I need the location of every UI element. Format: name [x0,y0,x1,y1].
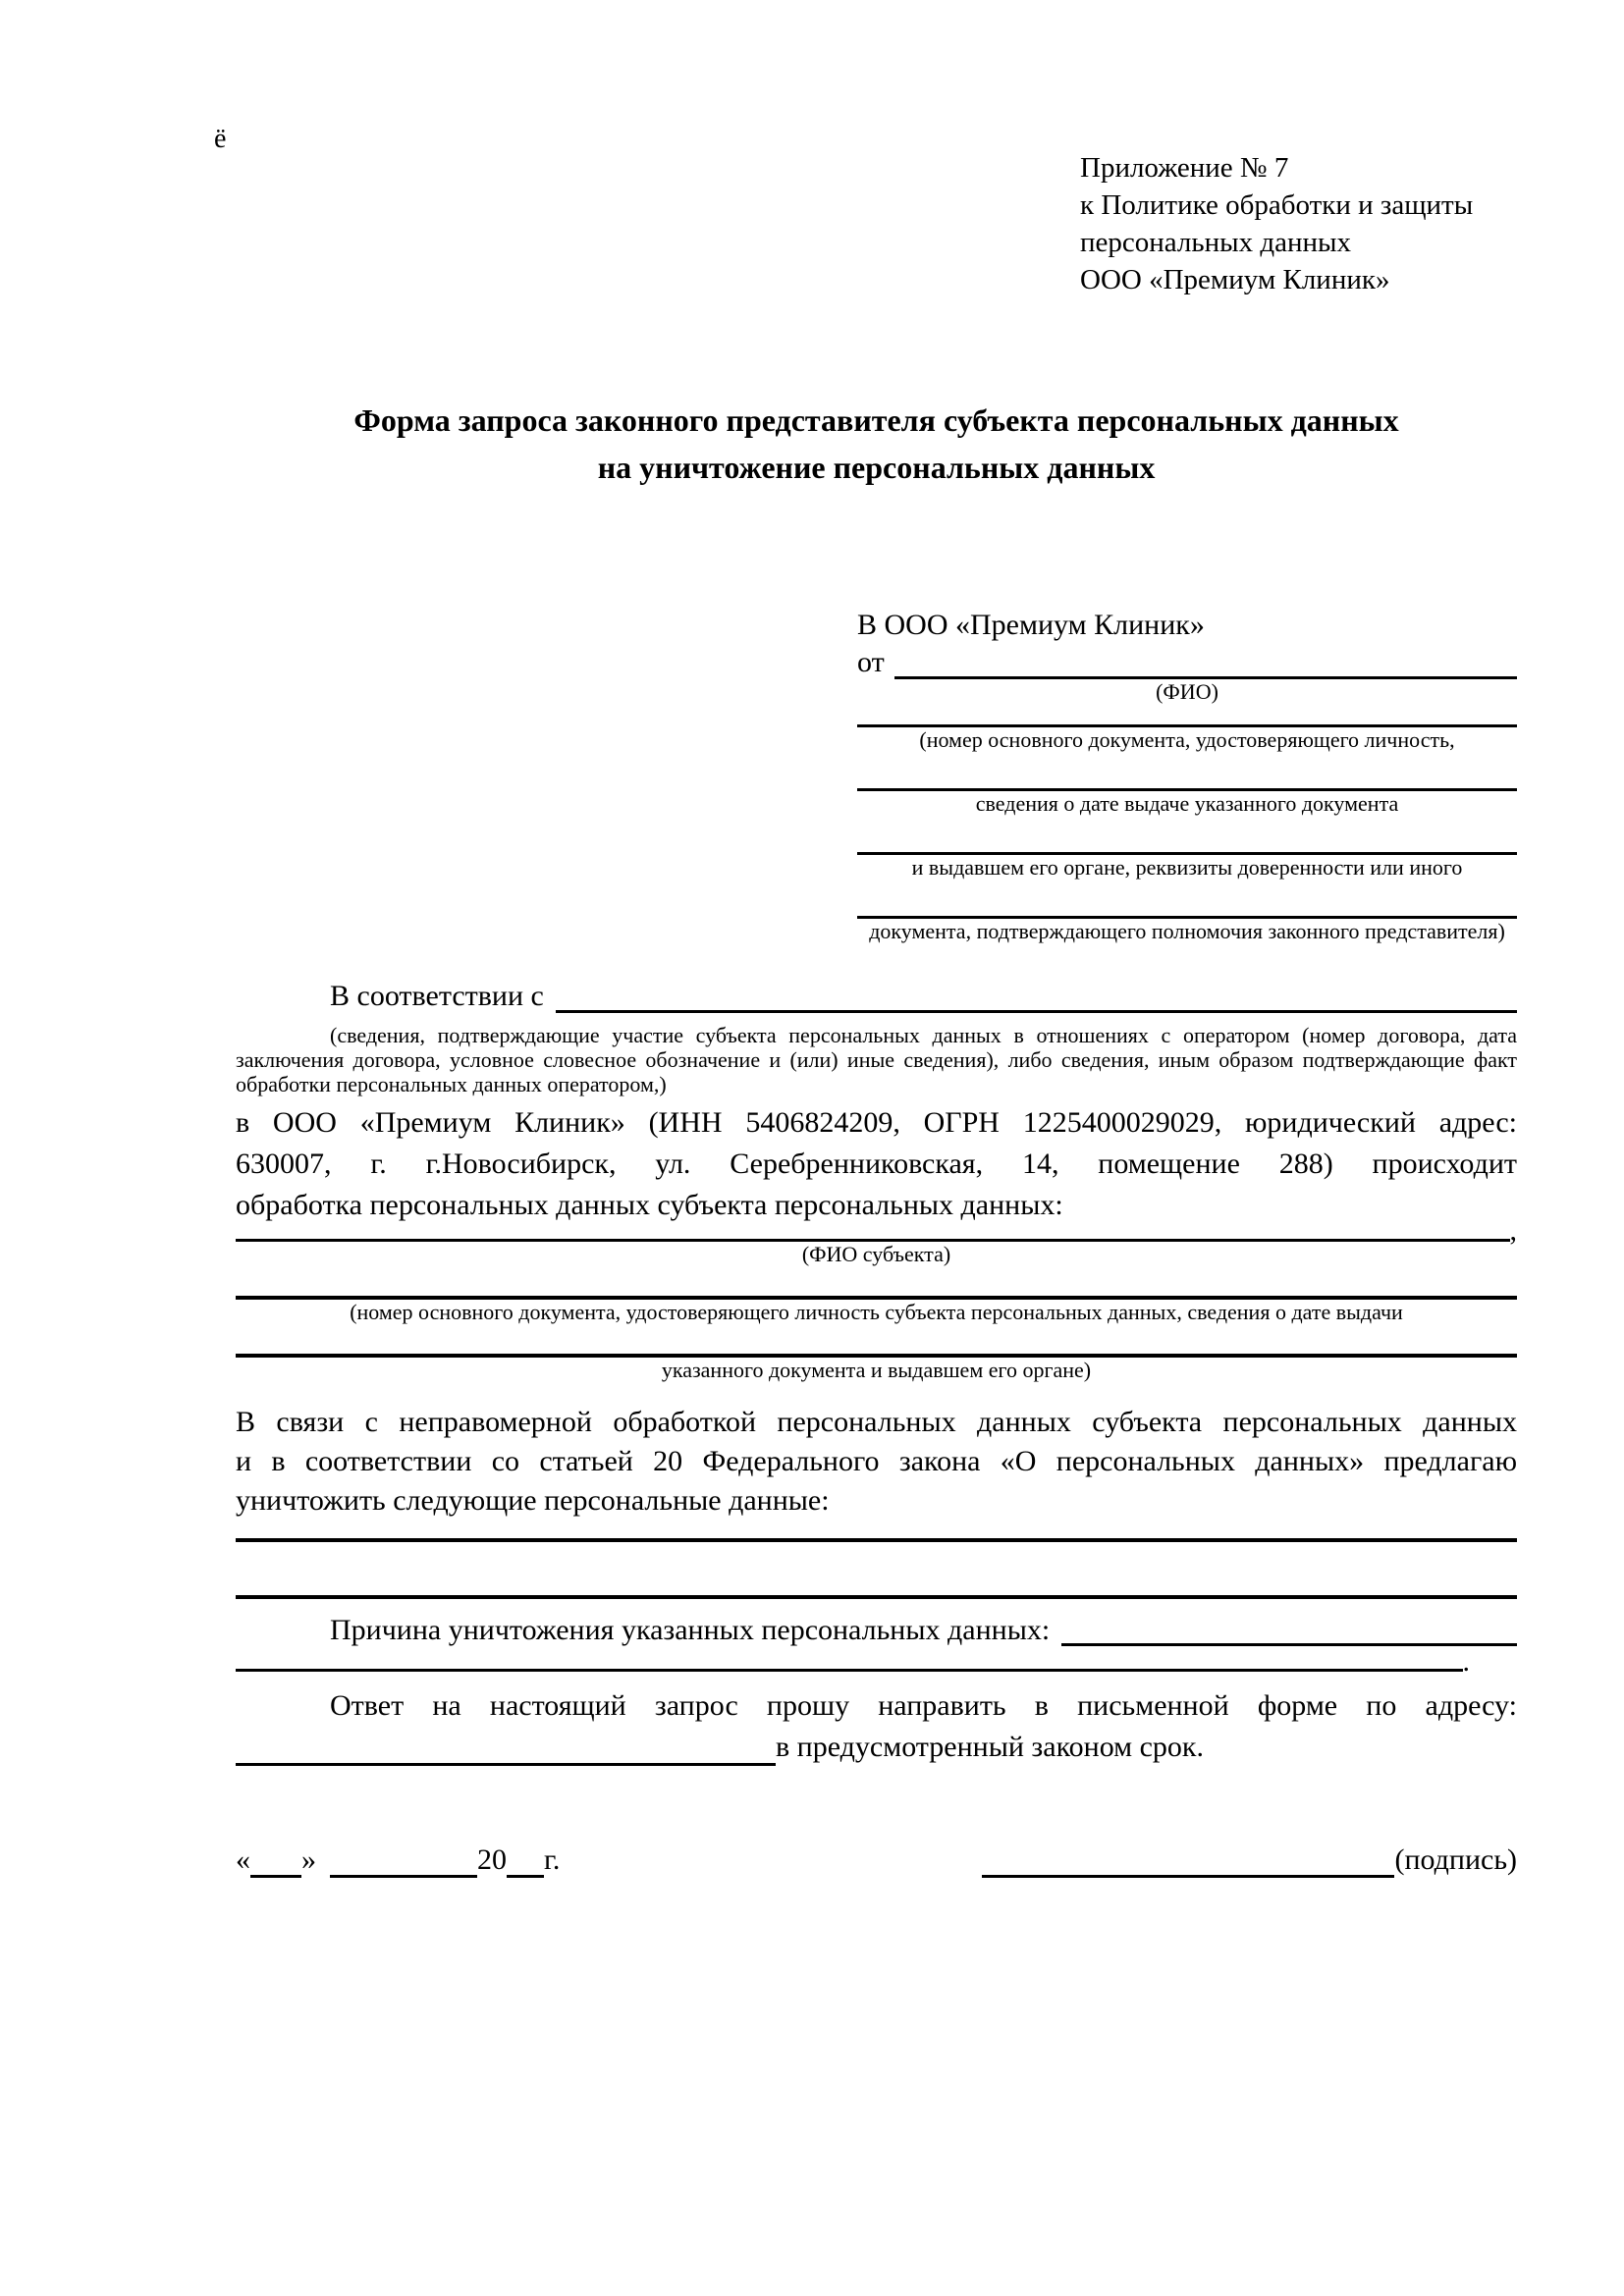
open-quote-char: « [236,1843,250,1876]
fill-in-line [857,705,1517,727]
date-field [236,1841,560,1878]
subject-doc-caption: указанного документа и выдавшем его органе) [661,1358,1092,1382]
doc-caption: (номер основного документа, удостоверяющего личность, [919,727,1455,752]
from-row [857,644,1517,679]
title-line: Форма запроса законного представителя субъекта персональных данных [353,402,1399,438]
footer-row [236,1841,1517,1878]
doc-line-group [857,705,1517,753]
subject-fio-caption: (ФИО субъекта) [801,1242,951,1266]
operator-paragraph-line: в ООО «Премиум Клиник» (ИНН 5406824209, ОГРН 1225400029029, юридический адрес: [236,1106,1517,1139]
day-fill-in-line [250,1844,301,1878]
note-line: заключения договора, условное словесное обозначение и (или) иные сведения), либо сведения, иным образом подтверждающие факт [236,1047,1517,1072]
operator-paragraph-line: 630007, г. г.Новосибирск, ул. Серебренниковская, 14, помещение 288) происходит [236,1148,1517,1180]
addressee-block [857,607,1517,944]
doc-caption: и выдавшем его органе, реквизиты доверенности или иного [911,855,1463,880]
signature-caption: (подпись) [1394,1843,1517,1876]
fill-in-line [857,769,1517,791]
annex-reference [1080,149,1517,298]
trailing-comma: , [1509,1214,1517,1247]
fill-in-line [857,832,1517,855]
accordance-label: В соответствии с [330,980,544,1012]
demand-paragraph [236,1403,1517,1521]
signature-fill-in-line [982,1844,1394,1878]
reply-address-row [236,1727,1517,1766]
from-label: от [857,646,885,678]
accordance-row [236,978,1517,1013]
accordance-fill-in-line [556,978,1517,1013]
reason-fill-in-line [236,1658,1463,1672]
subject-doc-fill-in-line [236,1325,1517,1358]
demand-paragraph-line: уничтожить следующие персональные данные: [236,1484,830,1517]
annex-line: персональных данных [1080,227,1352,258]
doc-line-group [857,769,1517,817]
doc-line-group [857,832,1517,881]
operator-paragraph [236,1102,1517,1226]
signature-field [982,1841,1517,1878]
accordance-note [236,1023,1517,1096]
stray-char: ё [214,124,227,154]
demand-paragraph-line: В связи с неправомерной обработкой персональных данных субъекта персональных данных [236,1406,1517,1438]
doc-caption: сведения о дате выдаче указанного документа [975,791,1399,816]
year-fill-in-line [507,1844,544,1878]
demand-paragraph-line: и в соответствии со статьей 20 Федерального закона «О персональных данных» предлагаю [236,1445,1517,1477]
addressee-to-line: В ООО «Премиум Клиник» [857,609,1205,641]
close-quote-char: » [301,1843,316,1876]
subject-doc-fill-in-line [236,1267,1517,1300]
address-fill-in-line [236,1731,776,1766]
month-fill-in-line [330,1844,477,1878]
reason-row [236,1613,1517,1646]
fio-caption: (ФИО) [1156,679,1218,704]
reason-fill-in-line [1061,1613,1517,1646]
document-title [236,397,1517,491]
subject-fio-fill-in-line [236,1226,1510,1242]
annex-line: Приложение № 7 [1080,152,1289,184]
operator-paragraph-line: обработка персональных данных субъекта персональных данных: [236,1189,1063,1221]
annex-line: ООО «Премиум Клиник» [1080,264,1390,295]
note-line: обработки персональных данных оператором,) [236,1072,667,1096]
data-fill-in-line [236,1595,1517,1599]
annex-line: к Политике обработки и защиты [1080,189,1474,221]
reason-continuation-row [236,1645,1517,1678]
year-suffix: г. [544,1843,561,1876]
trailing-period: . [1462,1645,1470,1678]
reply-tail: в предусмотренный законом срок. [776,1731,1204,1763]
title-line: на уничтожение персональных данных [597,450,1156,485]
data-fill-in-line [236,1538,1517,1542]
doc-line-group [857,896,1517,944]
doc-caption: документа, подтверждающего полномочия законного представителя) [869,919,1505,943]
subject-fio-row [236,1214,1517,1247]
subject-doc-caption: (номер основного документа, удостоверяющего личность субъекта персональных данных, сведения о дате выдачи [350,1300,1403,1324]
fill-in-line [857,896,1517,919]
reply-paragraph: Ответ на настоящий запрос прошу направить в письменной форме по адресу: [330,1689,1517,1722]
fio-fill-in-line [894,644,1517,679]
year-prefix: 20 [477,1843,507,1876]
reason-label: Причина уничтожения указанных персональных данных: [330,1614,1051,1646]
document-content [236,0,1517,1878]
note-line: (сведения, подтверждающие участие субъекта персональных данных в отношениях с оператором (номер договора, дата [330,1023,1517,1047]
